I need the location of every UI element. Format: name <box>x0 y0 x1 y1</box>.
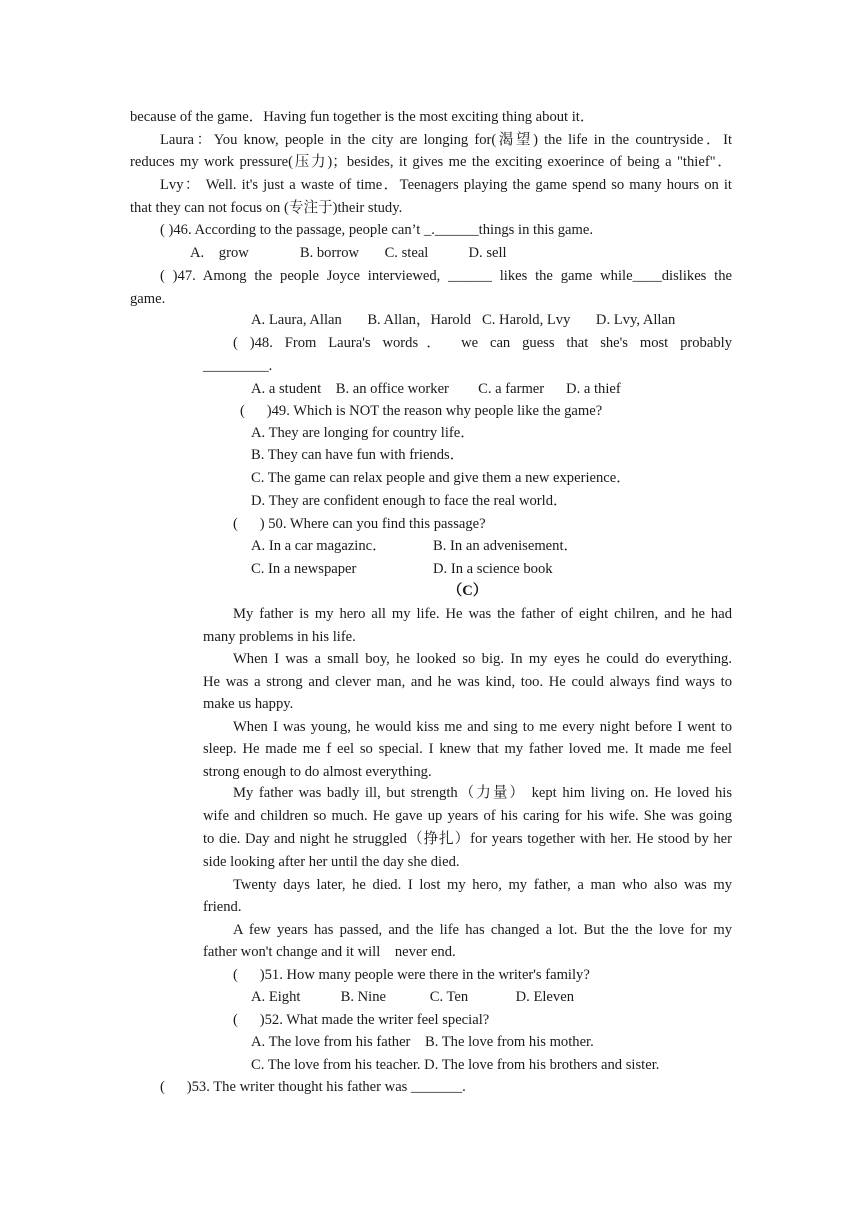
text-line: because of the game．Having fun together is the most exciting thing about it． <box>130 109 595 125</box>
question-49: ( )49. Which is NOT the reason why people like the game? <box>240 403 603 419</box>
question-47: ( )47. Among the people Joyce interviewed, ______ likes the game while____dislikes the <box>160 268 732 284</box>
text-line: reduces my work pressure(压力)；besides, it gives me the exciting exoerince of being a "thief"． <box>130 154 732 170</box>
text-line: Twenty days later, he died. I lost my hero, my father, a man who also was my <box>233 877 732 893</box>
text-line: He was a strong and clever man, and he was kind, too. He could always find ways to <box>203 674 732 690</box>
question-52: ( )52. What made the writer feel special? <box>233 1012 490 1028</box>
text-line: friend. <box>203 899 242 915</box>
text-line: side looking after her until the day she died. <box>203 854 460 870</box>
text-line: A few years has passed, and the life has changed a lot. But the the love for my <box>233 922 732 938</box>
option-49c: C. The game can relax people and give them a new experience． <box>251 470 631 486</box>
options-52-row1: A. The love from his father B. The love from his mother. <box>251 1034 594 1050</box>
options-47: A. Laura, Allan B. Allan，Harold C. Harold, Lvy D. Lvy, Allan <box>251 312 676 328</box>
text-line: Laura：You know, people in the city are longing for(渴望) the life in the countryside．It <box>160 132 732 148</box>
question-53: ( )53. The writer thought his father was _______. <box>160 1079 466 1095</box>
options-52-row2: C. The love from his teacher. D. The love from his brothers and sister. <box>251 1057 660 1073</box>
option-50d: D. In a science book <box>433 561 553 577</box>
options-51: A. Eight B. Nine C. Ten D. Eleven <box>251 989 574 1005</box>
text-line: that they can not focus on (专注于)their study. <box>130 200 403 216</box>
options-46: A. grow B. borrow C. steal D. sell <box>190 245 507 261</box>
question-48: ( )48. From Laura's words． we can guess that she's most probably <box>233 335 732 351</box>
option-49a: A. They are longing for country life． <box>251 425 475 441</box>
text-line: sleep. He made me f eel so special. I knew that my father loved me. It made me feel <box>203 741 732 757</box>
option-49d: D. They are confident enough to face the real world． <box>251 493 568 509</box>
option-49b: B. They can have fun with friends． <box>251 447 465 463</box>
option-50c: C. In a newspaper <box>251 561 357 577</box>
text-line: When I was a small boy, he looked so big. In my eyes he could do everything. <box>233 651 732 667</box>
text-line: strong enough to do almost everything. <box>203 764 432 780</box>
text-line: father won't change and it will never end. <box>203 944 456 960</box>
text-line: My father was badly ill, but strength（力量） kept him living on. He loved his <box>233 785 732 801</box>
text-line: game. <box>130 291 166 307</box>
text-line: My father is my hero all my life. He was the father of eight chilren, and he had <box>233 606 732 622</box>
option-50a: A. In a car magazinc． <box>251 538 387 554</box>
text-line: to die. Day and night he struggled（挣扎）for years together with her. He stood by her <box>203 831 732 847</box>
question-50: ( ) 50. Where can you find this passage? <box>233 516 486 532</box>
text-line: Lvy： Well. it's just a waste of time．Teenagers playing the game spend so many hours on it <box>160 177 732 193</box>
text-line: When I was young, he would kiss me and sing to me every night before I went to <box>233 719 732 735</box>
section-heading: （C） <box>447 583 488 599</box>
text-line: wife and children so much. He gave up years of his caring for his wife. She was going <box>203 808 732 824</box>
question-46: ( )46. According to the passage, people can’t _.______things in this game. <box>160 222 593 238</box>
text-line: _________. <box>203 358 273 374</box>
text-line: many problems in his life. <box>203 629 356 645</box>
question-51: ( )51. How many people were there in the writer's family? <box>233 967 590 983</box>
options-48: A. a student B. an office worker C. a farmer D. a thief <box>251 381 621 397</box>
text-line: make us happy. <box>203 696 294 712</box>
option-50b: B. In an advenisement． <box>433 538 579 554</box>
